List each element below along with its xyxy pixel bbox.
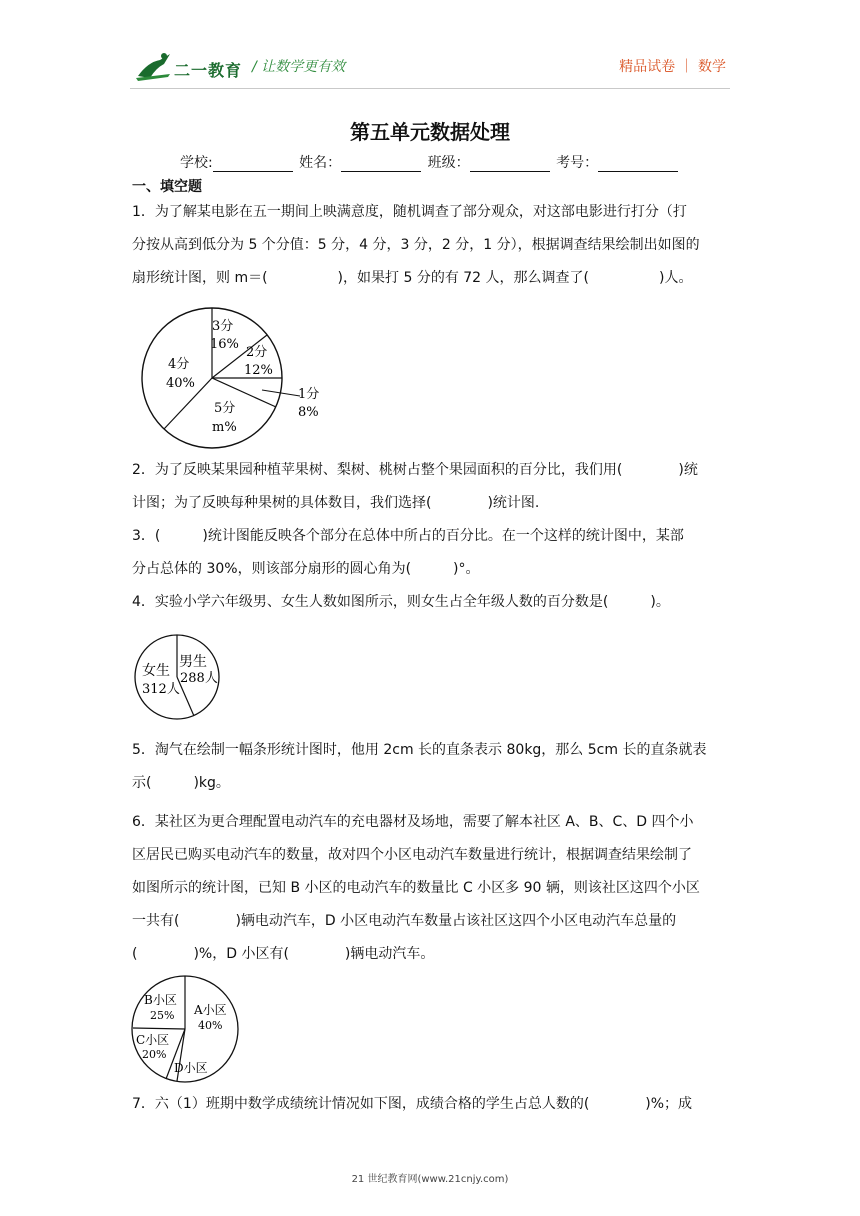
pie2-girls-count: 312人 xyxy=(142,682,180,697)
page-header xyxy=(0,0,860,96)
exam-no-blank xyxy=(598,157,678,172)
pie2-boys-count: 288人 xyxy=(180,671,218,686)
pie-chart-students xyxy=(132,632,224,724)
pie1-label-5: 5分 xyxy=(214,401,236,416)
section-heading: 一、填空题 xyxy=(132,179,202,195)
question-4 xyxy=(132,586,732,619)
pie2-boys-label: 男生 xyxy=(179,654,207,670)
brand-right: 精品试卷 ｜ 数学 xyxy=(619,59,726,75)
q3-line: 3．( )统计图能反映各个部分在总体中所占的百分比。在一个这样的统计图中，某部 xyxy=(132,528,684,544)
student-info xyxy=(180,152,680,172)
pie1-label-3: 3分 xyxy=(212,319,234,334)
q1-line: 1．为了解某电影在五一期间上映满意度，随机调查了部分观众，对这部电影进行打分（打 xyxy=(132,204,687,220)
pie1-pct-3: 16% xyxy=(210,337,239,352)
q2-line: 2．为了反映某果园种植苹果树、梨树、桃树占整个果园面积的百分比，我们用( )统 xyxy=(132,462,698,478)
pie-chart-districts xyxy=(128,974,244,1086)
q1-line: 分按从高到低分为 5 个分值：5 分，4 分，3 分，2 分，1 分），根据调查结果绘制出如图的 xyxy=(132,237,700,253)
pie-chart-scores xyxy=(136,306,336,452)
question-6 xyxy=(132,806,732,971)
pie3-c-label: C小区 xyxy=(136,1033,170,1047)
name-blank xyxy=(341,157,421,172)
q5-line: 示( )kg。 xyxy=(132,775,230,791)
header-divider xyxy=(130,88,730,89)
q6-line: 如图所示的统计图，已知 B 小区的电动汽车的数量比 C 小区多 90 辆，则该社区这四个小区 xyxy=(132,880,700,896)
question-1 xyxy=(132,196,732,295)
q4-line: 4．实验小学六年级男、女生人数如图所示，则女生占全年级人数的百分数是( )。 xyxy=(132,594,670,610)
pie3-a-pct: 40% xyxy=(198,1019,223,1032)
pie1-pct-2: 12% xyxy=(244,363,273,378)
q1-line: 扇形统计图，则 m＝( )，如果打 5 分的有 72 人，那么调查了( )人。 xyxy=(132,270,693,286)
q6-line: ( )%，D 小区有( )辆电动汽车。 xyxy=(132,946,435,962)
slogan: / 让数学更有效 xyxy=(252,59,346,75)
class-blank xyxy=(470,157,550,172)
school-label: 学校: xyxy=(180,155,213,171)
question-5 xyxy=(132,734,732,800)
pie3-d-label: D小区 xyxy=(174,1061,208,1075)
pie3-b-label: B小区 xyxy=(144,993,177,1007)
pie1-pct-5: m% xyxy=(212,420,237,435)
question-2 xyxy=(132,454,732,520)
q3-line: 分占总体的 30%，则该部分扇形的圆心角为( )°。 xyxy=(132,561,480,577)
pie1-label-2: 2分 xyxy=(246,345,268,360)
page-footer: 21 世纪教育网(www.21cnjy.com) xyxy=(351,1174,509,1185)
pie1-pct-1: 8% xyxy=(298,405,319,420)
class-label: 班级： xyxy=(427,155,470,171)
pie3-a-label: A小区 xyxy=(194,1003,227,1017)
q7-line: 7．六（1）班期中数学成绩统计情况如下图，成绩合格的学生占总人数的( )%；成 xyxy=(132,1096,693,1112)
pie3-c-pct: 20% xyxy=(142,1048,167,1061)
logo-text: 二一教育 xyxy=(174,61,243,80)
q6-line: 6．某社区为更合理配置电动汽车的充电器材及场地，需要了解本社区 A、B、C、D 四个小 xyxy=(132,814,694,830)
pie1-pct-4: 40% xyxy=(166,376,195,391)
page-title: 第五单元数据处理 xyxy=(350,120,510,144)
exam-no-label: 考号： xyxy=(556,155,599,171)
q6-line: 区居民已购买电动汽车的数量，故对四个小区电动汽车数量进行统计，根据调查结果绘制了 xyxy=(132,847,692,863)
q2-line: 计图；为了反映每种果树的具体数目，我们选择( )统计图. xyxy=(132,495,540,511)
name-label: 姓名： xyxy=(299,155,342,171)
pie3-b-pct: 25% xyxy=(150,1009,175,1022)
pie1-label-4: 4分 xyxy=(168,357,190,372)
school-blank xyxy=(213,157,293,172)
pie1-label-1: 1分 xyxy=(298,387,320,402)
question-7 xyxy=(132,1088,732,1121)
q6-line: 一共有( )辆电动汽车，D 小区电动汽车数量占该社区这四个小区电动汽车总量的 xyxy=(132,913,677,929)
pie2-girls-label: 女生 xyxy=(142,663,170,679)
question-3 xyxy=(132,520,732,586)
q5-line: 5．淘气在绘制一幅条形统计图时，他用 2cm 长的直条表示 80kg，那么 5cm 长的直条就表 xyxy=(132,742,707,758)
